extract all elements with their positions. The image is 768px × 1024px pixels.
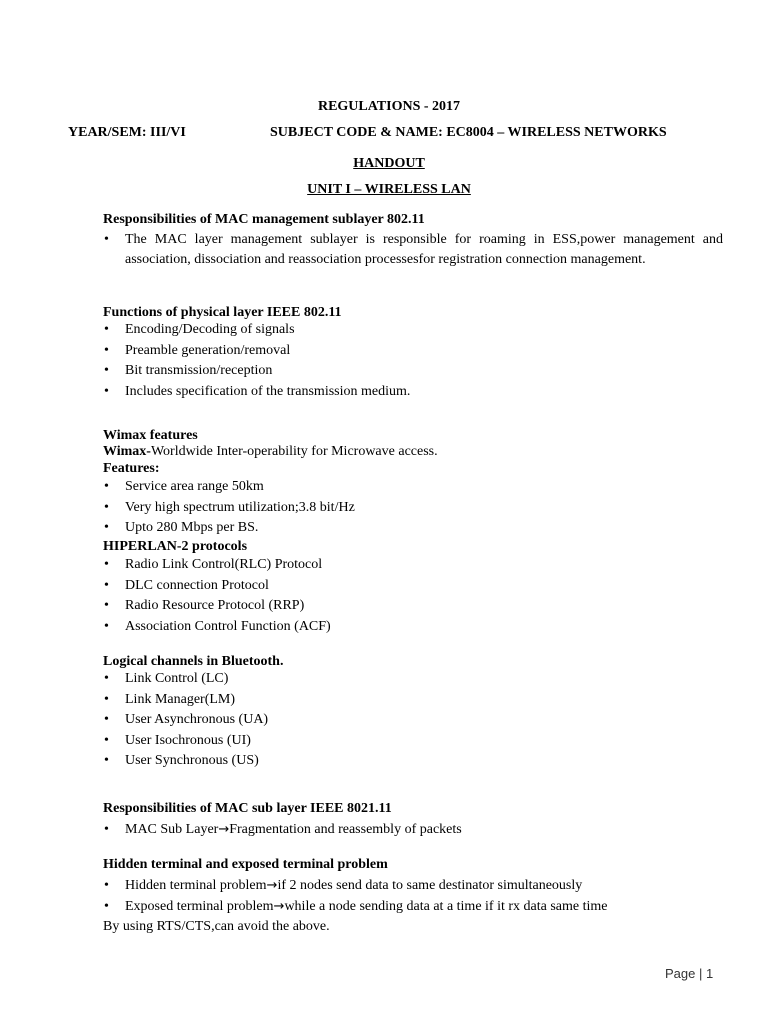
list-item: • Radio Resource Protocol (RRP) [103,597,723,618]
list-item: • DLC connection Protocol [103,577,723,598]
list-item: • Association Control Function (ACF) [103,618,723,639]
subject-label: SUBJECT CODE & NAME: EC8004 – WIRELESS NETWORKS [270,125,667,140]
section-heading-wimax: Wimax features [103,428,198,443]
list-item [103,898,723,919]
list-item: • User Asynchronous (UA) [103,711,723,732]
section-heading-physical-layer: Functions of physical layer IEEE 802.11 [103,305,342,320]
list-item: • Includes specification of the transmission medium. [103,383,723,404]
list-item: • Bit transmission/reception [103,362,723,383]
list-item: • Radio Link Control(RLC) Protocol [103,556,723,577]
section-heading-mac-sublayer: Responsibilities of MAC sub layer IEEE 8021.11 [103,801,392,816]
item-lead: Exposed terminal problem [125,899,274,914]
section-heading-hiperlan: HIPERLAN-2 protocols [103,539,248,554]
bluetooth-list [103,670,723,773]
wimax-definition [103,443,438,460]
wimax-definition-text: Worldwide Inter-operability for Microwave access. [150,444,438,459]
wimax-term: Wimax- [103,444,151,459]
arrow-right-icon: → [266,878,278,893]
list-item: • The MAC layer management sublayer is responsible for roaming in ESS,power management and association, dissociation and reassociation processesfor registration connection management. [103,230,723,269]
list-item [103,821,723,842]
list-item: • Service area range 50km [103,478,723,499]
arrow-right-icon: → [218,822,230,837]
list-item [103,877,723,898]
page-number: Page | 1 [665,966,714,981]
mac-management-list [103,230,723,269]
section-heading-bluetooth: Logical channels in Bluetooth. [103,654,284,669]
list-item: • Upto 280 Mbps per BS. [103,519,723,540]
mac-sublayer-list [103,821,723,842]
list-item: • Preamble generation/removal [103,342,723,363]
item-lead: Hidden terminal problem [125,878,267,893]
section-heading-hidden-terminal: Hidden terminal and exposed terminal problem [103,857,388,872]
list-item: • Encoding/Decoding of signals [103,321,723,342]
item-lead: MAC Sub Layer [125,822,219,837]
item-text: if 2 nodes send data to same destinator simultaneously [277,878,583,893]
list-item: • Link Manager(LM) [103,691,723,712]
physical-layer-list [103,321,723,403]
list-item: • Link Control (LC) [103,670,723,691]
unit-title: UNIT I – WIRELESS LAN [307,182,471,197]
year-sem-label: YEAR/SEM: III/VI [68,125,186,140]
arrow-right-icon: → [273,899,285,914]
item-text: while a node sending data at a time if it rx data same time [284,899,608,914]
item-text: Fragmentation and reassembly of packets [229,822,462,837]
regulations-heading: REGULATIONS - 2017 [317,99,461,114]
features-label: Features: [103,461,160,476]
handout-title: HANDOUT [353,156,425,171]
hidden-terminal-list [103,877,723,919]
list-item: • User Synchronous (US) [103,752,723,773]
list-item: • Very high spectrum utilization;3.8 bit/Hz [103,499,723,520]
wimax-features-list [103,478,723,540]
closing-note: By using RTS/CTS,can avoid the above. [103,919,330,934]
list-item: • User Isochronous (UI) [103,732,723,753]
section-heading-mac-management: Responsibilities of MAC management sublayer 802.11 [103,212,425,227]
hiperlan-list [103,556,723,638]
